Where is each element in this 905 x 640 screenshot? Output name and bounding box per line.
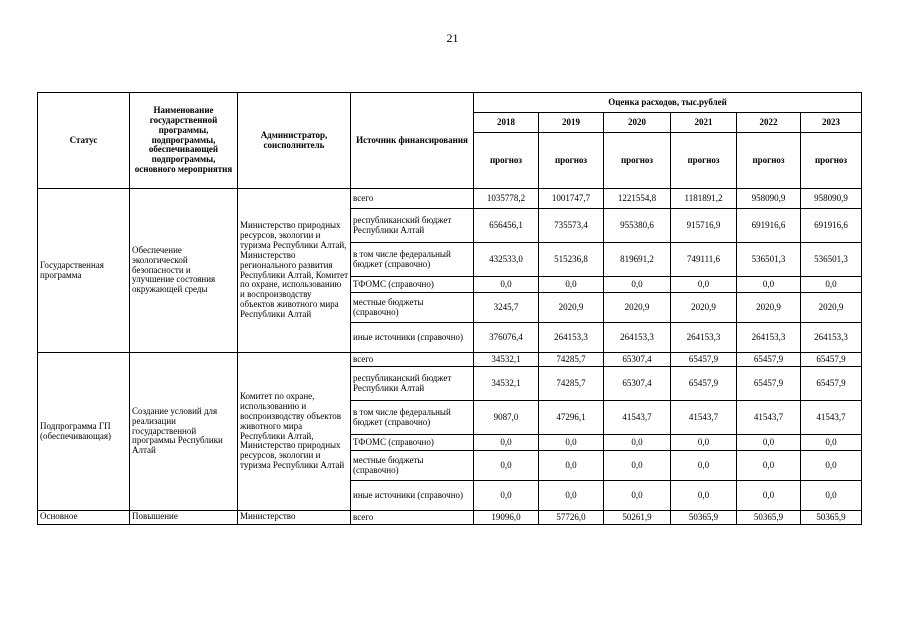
row-administrator: Министерство [238, 511, 351, 525]
row-value: 65457,9 [737, 367, 801, 401]
row-value: 65457,9 [671, 367, 737, 401]
row-program-name: Обеспечение экологической безопасности и улучшение состояния окружающей среды [130, 189, 238, 353]
row-value: 432533,0 [474, 243, 539, 277]
row-funding-source: в том числе федеральный бюджет (справочно) [351, 243, 474, 277]
row-value: 65457,9 [671, 353, 737, 367]
row-value: 0,0 [474, 277, 539, 293]
row-value: 9087,0 [474, 401, 539, 435]
row-value: 0,0 [474, 481, 539, 511]
row-funding-source: всего [351, 511, 474, 525]
header-status: Статус [38, 93, 130, 189]
row-value: 2020,9 [539, 293, 604, 323]
row-value: 0,0 [474, 451, 539, 481]
table-row [38, 189, 862, 209]
row-value: 50261,9 [604, 511, 671, 525]
row-value: 0,0 [539, 451, 604, 481]
row-funding-source: иные источники (справочно) [351, 481, 474, 511]
row-value: 41543,7 [801, 401, 862, 435]
header-year: 2023 [801, 113, 862, 133]
row-value: 264153,3 [801, 323, 862, 353]
header-forecast: прогноз [671, 133, 737, 189]
row-funding-source: ТФОМС (справочно) [351, 435, 474, 451]
header-forecast: прогноз [539, 133, 604, 189]
row-program-name: Создание условий для реализации государственной программы Республики Алтай [130, 353, 238, 511]
row-value: 0,0 [539, 435, 604, 451]
row-value: 41543,7 [671, 401, 737, 435]
header-year: 2022 [737, 113, 801, 133]
row-value: 50365,9 [671, 511, 737, 525]
header-name: Наименование государственной программы, подпрограммы, обеспечивающей подпрограммы, основного мероприятия [130, 93, 238, 189]
table-row [38, 353, 862, 367]
row-value: 2020,9 [604, 293, 671, 323]
row-status: Государственная программа [38, 189, 130, 353]
row-administrator: Комитет по охране, использованию и воспроизводству объектов животного мира Республики Алтай, Министерство природных ресурсов, экологии и туризма Республики Алтай [238, 353, 351, 511]
row-value: 0,0 [604, 277, 671, 293]
row-funding-source: местные бюджеты (справочно) [351, 451, 474, 481]
row-value: 536501,3 [801, 243, 862, 277]
row-value: 41543,7 [737, 401, 801, 435]
row-value: 536501,3 [737, 243, 801, 277]
row-funding-source: в том числе федеральный бюджет (справочно) [351, 401, 474, 435]
row-value: 691916,6 [801, 209, 862, 243]
row-value: 0,0 [604, 481, 671, 511]
row-value: 1035778,2 [474, 189, 539, 209]
row-value: 915716,9 [671, 209, 737, 243]
row-value: 0,0 [604, 451, 671, 481]
row-value: 0,0 [474, 435, 539, 451]
row-funding-source: местные бюджеты (справочно) [351, 293, 474, 323]
row-value: 0,0 [671, 435, 737, 451]
row-value: 0,0 [671, 481, 737, 511]
row-value: 2020,9 [737, 293, 801, 323]
row-value: 74285,7 [539, 353, 604, 367]
row-value: 0,0 [604, 435, 671, 451]
row-value: 0,0 [801, 277, 862, 293]
table-row [38, 511, 862, 525]
header-forecast: прогноз [474, 133, 539, 189]
row-value: 656456,1 [474, 209, 539, 243]
table-body [38, 189, 862, 525]
header-year: 2019 [539, 113, 604, 133]
budget-table [37, 92, 862, 525]
row-value: 57726,0 [539, 511, 604, 525]
row-value: 3245,7 [474, 293, 539, 323]
page-number: 21 [446, 31, 459, 45]
row-value: 749111,6 [671, 243, 737, 277]
row-value: 0,0 [801, 435, 862, 451]
row-value: 264153,3 [671, 323, 737, 353]
row-value: 74285,7 [539, 367, 604, 401]
row-value: 0,0 [539, 277, 604, 293]
header-forecast: прогноз [801, 133, 862, 189]
row-value: 2020,9 [671, 293, 737, 323]
row-value: 34532,1 [474, 367, 539, 401]
header-forecast: прогноз [737, 133, 801, 189]
row-value: 19096,0 [474, 511, 539, 525]
row-value: 65457,9 [801, 353, 862, 367]
row-value: 65307,4 [604, 353, 671, 367]
row-value: 0,0 [671, 277, 737, 293]
row-value: 65307,4 [604, 367, 671, 401]
row-value: 376076,4 [474, 323, 539, 353]
row-value: 691916,6 [737, 209, 801, 243]
row-value: 34532,1 [474, 353, 539, 367]
row-value: 0,0 [539, 481, 604, 511]
row-value: 47296,1 [539, 401, 604, 435]
header-year: 2021 [671, 113, 737, 133]
header-estimate: Оценка расходов, тыс.рублей [474, 93, 862, 113]
row-funding-source: республиканский бюджет Республики Алтай [351, 209, 474, 243]
row-value: 1001747,7 [539, 189, 604, 209]
row-status: Основное [38, 511, 130, 525]
table-header [38, 93, 862, 189]
row-funding-source: ТФОМС (справочно) [351, 277, 474, 293]
row-value: 958090,9 [801, 189, 862, 209]
row-value: 264153,3 [604, 323, 671, 353]
row-value: 958090,9 [737, 189, 801, 209]
row-program-name: Повышение [130, 511, 238, 525]
row-value: 955380,6 [604, 209, 671, 243]
row-value: 0,0 [671, 451, 737, 481]
row-value: 0,0 [737, 277, 801, 293]
row-administrator: Министерство природных ресурсов, экологии и туризма Республики Алтай, Министерство регионального развития Республики Алтай, Комитет по охране, использованию и воспроизводству объектов животного мира Республики Алтай [238, 189, 351, 353]
header-year: 2020 [604, 113, 671, 133]
row-value: 1221554,8 [604, 189, 671, 209]
row-value: 65457,9 [801, 367, 862, 401]
row-value: 50365,9 [737, 511, 801, 525]
header-source: Источник финансирования [351, 93, 474, 189]
row-funding-source: республиканский бюджет Республики Алтай [351, 367, 474, 401]
row-value: 0,0 [801, 451, 862, 481]
row-value: 819691,2 [604, 243, 671, 277]
row-value: 0,0 [801, 481, 862, 511]
row-funding-source: всего [351, 189, 474, 209]
row-status: Подпрограмма ГП (обеспечивающая) [38, 353, 130, 511]
row-value: 2020,9 [801, 293, 862, 323]
row-value: 1181891,2 [671, 189, 737, 209]
row-value: 735573,4 [539, 209, 604, 243]
row-value: 0,0 [737, 451, 801, 481]
header-forecast: прогноз [604, 133, 671, 189]
row-funding-source: иные источники (справочно) [351, 323, 474, 353]
row-value: 50365,9 [801, 511, 862, 525]
row-value: 264153,3 [737, 323, 801, 353]
row-funding-source: всего [351, 353, 474, 367]
row-value: 0,0 [737, 435, 801, 451]
header-admin: Администратор, соисполнитель [238, 93, 351, 189]
row-value: 515236,8 [539, 243, 604, 277]
row-value: 65457,9 [737, 353, 801, 367]
header-year: 2018 [474, 113, 539, 133]
row-value: 41543,7 [604, 401, 671, 435]
row-value: 264153,3 [539, 323, 604, 353]
row-value: 0,0 [737, 481, 801, 511]
